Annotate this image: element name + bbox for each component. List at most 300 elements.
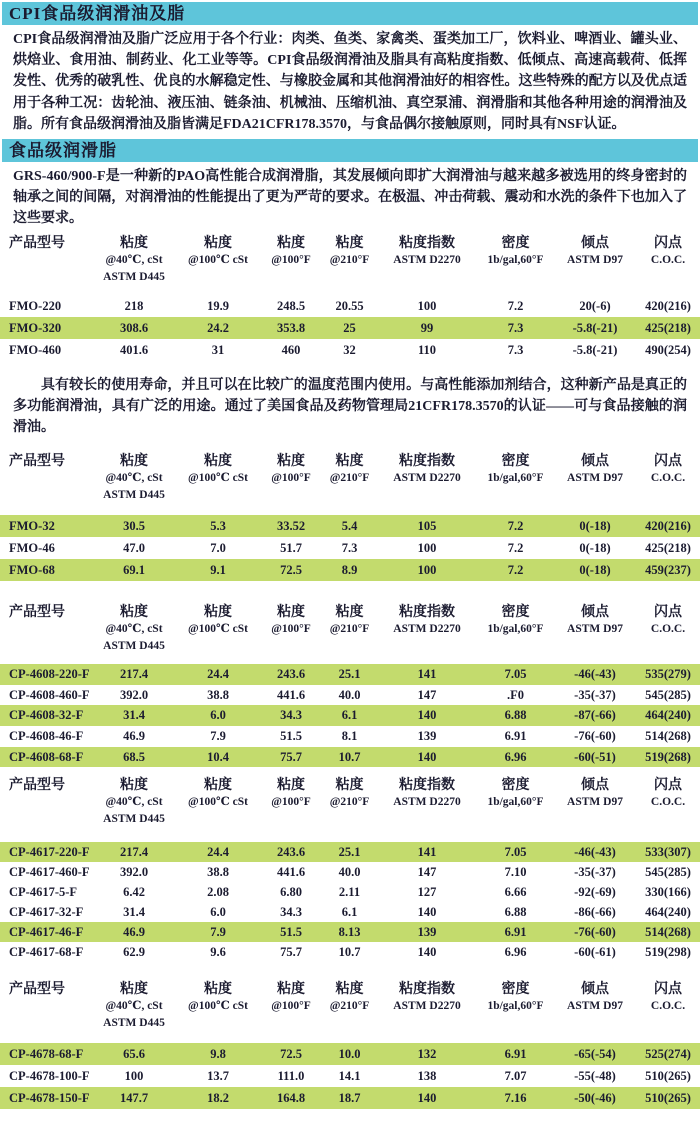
- column-header: [636, 776, 700, 829]
- spec-value: 38.8: [207, 865, 229, 880]
- spec-value: 401.6: [119, 342, 149, 357]
- column-header-line: 粘度: [277, 778, 305, 794]
- column-header-line: [260, 270, 322, 287]
- spec-value: 7.0: [210, 541, 226, 556]
- table-row: [0, 882, 700, 902]
- table-row: [0, 862, 700, 882]
- spec-value: 140: [417, 905, 437, 920]
- spec-value: 420(216): [645, 519, 691, 534]
- spec-value: 7.3: [507, 342, 524, 357]
- spec-value: 31.4: [123, 708, 145, 723]
- column-header-line: [176, 1016, 260, 1033]
- spec-value: 420(216): [645, 298, 691, 313]
- column-header: [636, 452, 700, 505]
- column-header: [477, 234, 554, 287]
- column-header: [92, 603, 176, 656]
- column-header-line: 1b/gal,60°F: [487, 623, 544, 636]
- column-header-line: [377, 639, 477, 656]
- spec-value: 6.91: [504, 729, 527, 744]
- spec-value: 6.88: [504, 708, 527, 723]
- column-header-line: 密度: [501, 235, 530, 251]
- spec-value: 2.11: [338, 885, 361, 900]
- column-header-line: [260, 639, 322, 656]
- column-header: [260, 776, 322, 829]
- column-header-line: 闪点: [654, 605, 682, 621]
- table-body: [0, 295, 700, 361]
- product-model: CP-4617-220-F: [9, 845, 90, 860]
- spec-value: 72.5: [280, 1047, 302, 1062]
- column-header-line: 粘度: [120, 982, 148, 998]
- spec-value: 441.6: [276, 687, 306, 702]
- table-row: [0, 664, 700, 685]
- column-header: [176, 980, 260, 1033]
- column-header-line: @40℃, cSt: [105, 1000, 163, 1013]
- table-body: [0, 842, 700, 962]
- spec-value: 111.0: [277, 1069, 305, 1084]
- spec-value: -35(-37): [574, 865, 616, 880]
- table-row: [0, 339, 700, 361]
- column-header-line: ASTM D97: [567, 1000, 623, 1013]
- column-header-line: [9, 1016, 92, 1033]
- spec-value: -60(-61): [574, 945, 616, 960]
- column-header-line: 粘度指数: [399, 605, 455, 621]
- column-header-line: [377, 1016, 477, 1033]
- spec-value: 34.3: [280, 708, 302, 723]
- column-header: [554, 452, 636, 505]
- spec-value: 164.8: [276, 1091, 306, 1106]
- spec-value: -5.8(-21): [572, 342, 618, 357]
- column-header: [0, 603, 92, 656]
- column-header-line: [9, 812, 92, 829]
- spec-value: 40.0: [338, 687, 361, 702]
- spec-value: 8.13: [338, 925, 361, 940]
- column-header-line: [260, 812, 322, 829]
- column-header: [377, 452, 477, 505]
- spec-value: 7.07: [504, 1069, 527, 1084]
- spec-value: 140: [417, 1091, 437, 1106]
- column-header: [92, 776, 176, 829]
- column-header-line: [377, 270, 477, 287]
- spec-value: 6.0: [210, 905, 226, 920]
- column-header-line: 倾点: [581, 778, 609, 794]
- product-model: CP-4617-5-F: [9, 885, 78, 900]
- spec-value: 72.5: [280, 563, 302, 578]
- spec-value: 519(268): [645, 749, 691, 764]
- spec-value: 25.1: [338, 667, 361, 682]
- column-header-line: [636, 270, 700, 287]
- product-model: FMO-46: [9, 541, 55, 556]
- column-header: [92, 234, 176, 287]
- spec-value: 147: [417, 687, 437, 702]
- spec-value: 490(254): [645, 342, 691, 357]
- spec-value: 6.80: [280, 885, 302, 900]
- column-header-line: 倾点: [581, 235, 609, 251]
- product-model: FMO-460: [9, 342, 62, 357]
- column-header: [322, 452, 377, 505]
- spec-value: 464(240): [645, 905, 691, 920]
- column-header: [377, 776, 477, 829]
- product-model: CP-4617-32-F: [9, 905, 84, 920]
- product-model: CP-4678-150-F: [9, 1091, 90, 1106]
- column-header-line: C.O.C.: [650, 796, 686, 809]
- spec-table-fmo-heavy: [0, 234, 700, 361]
- column-header: [176, 603, 260, 656]
- spec-value: 139: [417, 925, 437, 940]
- product-model: FMO-32: [9, 519, 55, 534]
- spec-value: 51.5: [280, 925, 302, 940]
- spec-value: 65.6: [123, 1047, 145, 1062]
- column-header-line: 粘度: [204, 235, 232, 251]
- spec-value: 217.4: [119, 845, 149, 860]
- column-header-line: @100°F: [271, 253, 311, 266]
- spec-value: 0(-18): [579, 563, 611, 578]
- column-header-line: 密度: [501, 605, 530, 621]
- spec-value: 138: [417, 1069, 437, 1084]
- column-header-line: [554, 270, 636, 287]
- product-model: CP-4608-46-F: [9, 729, 84, 744]
- spec-value: 127: [417, 885, 437, 900]
- table-row: [0, 1043, 700, 1065]
- spec-value: -46(-43): [574, 667, 616, 682]
- spec-value: 110: [417, 342, 437, 357]
- spec-value: 392.0: [119, 865, 149, 880]
- column-header-line: [9, 488, 92, 505]
- table-header-row: [0, 234, 700, 287]
- spec-value: -50(-46): [574, 1091, 616, 1106]
- spec-value: 6.96: [504, 945, 527, 960]
- column-header-line: [477, 270, 554, 287]
- spec-value: 8.9: [341, 563, 358, 578]
- table-header-row: [0, 776, 700, 829]
- spec-value: 24.2: [207, 320, 229, 335]
- column-header-line: @210°F: [329, 796, 370, 809]
- column-header-line: ASTM D445: [103, 640, 165, 653]
- spec-value: 308.6: [119, 320, 149, 335]
- spec-value: 69.1: [123, 563, 145, 578]
- spec-value: -87(-66): [574, 708, 616, 723]
- column-header: [322, 234, 377, 287]
- column-header-line: 粘度: [120, 454, 148, 470]
- column-header: [176, 452, 260, 505]
- spec-value: 441.6: [276, 865, 306, 880]
- column-header-line: [260, 1016, 322, 1033]
- column-header-line: ASTM D97: [567, 253, 623, 266]
- spec-value: 47.0: [123, 541, 145, 556]
- spec-value: 51.5: [280, 729, 302, 744]
- column-header-line: ASTM D2270: [393, 1000, 461, 1013]
- spec-value: 7.2: [507, 298, 524, 313]
- table-row: [0, 747, 700, 768]
- column-header: [554, 234, 636, 287]
- spec-value: 6.1: [341, 708, 358, 723]
- column-header-line: 1b/gal,60°F: [487, 796, 544, 809]
- column-header-line: [477, 639, 554, 656]
- table-row: [0, 705, 700, 726]
- column-header-line: @210°F: [329, 253, 370, 266]
- column-header-line: [9, 622, 92, 639]
- column-header: [322, 980, 377, 1033]
- column-header-line: [322, 812, 377, 829]
- spec-table-fmo-light: [0, 452, 700, 581]
- column-header-line: 1b/gal,60°F: [487, 1000, 544, 1013]
- product-model: CP-4678-68-F: [9, 1047, 84, 1062]
- column-header: [636, 234, 700, 287]
- table-header-row: [0, 452, 700, 505]
- spec-value: 34.3: [280, 905, 302, 920]
- spec-value: -86(-66): [574, 905, 616, 920]
- spec-value: 248.5: [276, 298, 306, 313]
- spec-value: 25: [343, 320, 356, 335]
- spec-value: 33.52: [276, 519, 306, 534]
- spec-value: 2.08: [207, 885, 229, 900]
- spec-value: 75.7: [280, 945, 302, 960]
- spec-value: 18.7: [338, 1091, 361, 1106]
- column-header-line: 粘度: [277, 454, 305, 470]
- column-header-line: ASTM D2270: [393, 623, 461, 636]
- column-header-line: 粘度: [204, 605, 232, 621]
- spec-value: 40.0: [338, 865, 361, 880]
- spec-value: 7.2: [507, 563, 524, 578]
- spec-value: 519(298): [645, 945, 691, 960]
- column-header-line: ASTM D97: [567, 796, 623, 809]
- section-title-grease: 食品级润滑脂: [2, 139, 698, 162]
- column-header-line: 粘度指数: [399, 982, 455, 998]
- spec-value: 243.6: [276, 667, 306, 682]
- column-header-line: [176, 270, 260, 287]
- spec-value: 7.9: [210, 729, 226, 744]
- column-header-line: 粘度: [335, 454, 364, 470]
- column-header-line: [260, 488, 322, 505]
- column-header-line: 闪点: [654, 778, 682, 794]
- column-header-line: @40℃, cSt: [105, 253, 163, 266]
- column-header-line: 粘度: [204, 778, 232, 794]
- column-header-line: 粘度指数: [399, 778, 455, 794]
- column-header: [554, 776, 636, 829]
- spec-value: 7.2: [507, 519, 524, 534]
- spec-value: 100: [417, 298, 437, 313]
- spec-value: 100: [417, 563, 437, 578]
- spec-value: 514(268): [645, 925, 691, 940]
- spec-value: 147.7: [119, 1091, 149, 1106]
- spec-value: 0(-18): [579, 541, 611, 556]
- table-row: [0, 1065, 700, 1087]
- product-model: CP-4617-68-F: [9, 945, 84, 960]
- spec-value: 75.7: [280, 749, 302, 764]
- table-row: [0, 942, 700, 962]
- column-header: [0, 234, 92, 287]
- main-intro-paragraph: CPI食品级润滑油及脂广泛应用于各个行业：肉类、鱼类、家禽类、蛋类加工厂，饮料业、啤酒业、罐头业、烘焙业、食用油、制药业、化工业等等。CPI食品级润滑油及脂具有高粘度指数、低倾点、高速高载荷、低挥发性、优秀的破乳性、优良的水解稳定性、与橡胶金属和其他润滑油好的相容性。这些特殊的配方以及优点适用于各种工况：齿轮油、液压油、链条油、机械油、压缩机油、真空泵浦、润滑脂和其他各种用途的润滑油及脂。所有食品级润滑油及脂皆满足FDA21CFR178.3570，与食品偶尔接触原则，同时具有NSF认证。: [13, 32, 687, 132]
- spec-value: 147: [417, 865, 437, 880]
- spec-value: 510(265): [645, 1091, 691, 1106]
- column-header-line: 粘度: [120, 778, 148, 794]
- spec-value: -76(-60): [574, 925, 616, 940]
- spec-value: 140: [417, 749, 437, 764]
- product-model: CP-4608-32-F: [9, 708, 84, 723]
- spec-value: -76(-60): [574, 729, 616, 744]
- table-row: [0, 537, 700, 559]
- column-header-line: @100°F: [271, 623, 311, 636]
- column-header-line: C.O.C.: [650, 1000, 686, 1013]
- column-header-line: C.O.C.: [650, 623, 686, 636]
- table-row: [0, 902, 700, 922]
- column-header-line: @210°F: [329, 623, 370, 636]
- spec-value: 7.3: [507, 320, 524, 335]
- spec-value: 31.4: [123, 905, 145, 920]
- table-row: [0, 685, 700, 706]
- spec-value: 141: [417, 667, 437, 682]
- spec-value: 24.4: [207, 667, 229, 682]
- spec-value: 7.3: [341, 541, 358, 556]
- column-header-line: [636, 1016, 700, 1033]
- spec-value: 38.8: [207, 687, 229, 702]
- column-header-line: 粘度: [120, 605, 148, 621]
- column-header-line: ASTM D445: [103, 489, 165, 502]
- spec-value: 10.4: [207, 749, 229, 764]
- column-header-line: 粘度: [335, 235, 364, 251]
- spec-value: 99: [420, 320, 434, 335]
- spec-value: 46.9: [123, 925, 145, 940]
- column-header-line: 闪点: [654, 454, 682, 470]
- spec-value: 25.1: [338, 845, 361, 860]
- column-header: [636, 603, 700, 656]
- spec-value: 10.7: [338, 749, 361, 764]
- column-header-line: @100°F: [271, 796, 311, 809]
- column-header-line: @100℃ cSt: [188, 253, 248, 266]
- spec-value: 7.9: [210, 925, 226, 940]
- spec-value: 105: [417, 519, 437, 534]
- spec-value: 545(285): [645, 865, 691, 880]
- spec-value: 140: [417, 945, 437, 960]
- column-header-line: [176, 812, 260, 829]
- spec-value: 533(307): [645, 845, 691, 860]
- column-header: [554, 603, 636, 656]
- table-header-row: [0, 980, 700, 1033]
- spec-value: 100: [124, 1069, 144, 1084]
- column-header-line: @100°F: [271, 472, 311, 485]
- column-header-line: 粘度: [335, 982, 364, 998]
- column-header-line: 闪点: [654, 982, 682, 998]
- column-header-line: @40℃, cSt: [105, 472, 163, 485]
- table-body: [0, 664, 700, 767]
- spec-value: -55(-48): [574, 1069, 616, 1084]
- spec-value: 51.7: [280, 541, 302, 556]
- product-model: CP-4608-220-F: [9, 667, 90, 682]
- spec-value: 100: [417, 541, 437, 556]
- column-header-line: 粘度: [335, 605, 364, 621]
- table-row: [0, 1087, 700, 1109]
- column-header: [260, 980, 322, 1033]
- column-header-line: 粘度: [277, 235, 305, 251]
- table-body: [0, 515, 700, 581]
- spec-value: 425(218): [645, 541, 691, 556]
- column-header-line: [9, 795, 92, 812]
- column-header: [554, 980, 636, 1033]
- spec-value: 31: [211, 342, 225, 357]
- spec-value: 18.2: [207, 1091, 229, 1106]
- spec-value: 243.6: [276, 845, 306, 860]
- spec-value: 353.8: [276, 320, 306, 335]
- column-header-line: ASTM D97: [567, 472, 623, 485]
- column-header: [0, 776, 92, 829]
- product-model: FMO-220: [9, 298, 62, 313]
- column-header-line: 产品型号: [9, 778, 65, 794]
- column-header-line: [322, 270, 377, 287]
- column-header: [0, 452, 92, 505]
- column-header: [477, 776, 554, 829]
- spec-value: -35(-37): [574, 687, 616, 702]
- spec-value: 6.66: [504, 885, 527, 900]
- product-model: CP-4678-100-F: [9, 1069, 90, 1084]
- section-title-main: CPI食品级润滑油及脂: [2, 2, 698, 25]
- column-header-line: 粘度: [204, 982, 232, 998]
- column-header-line: ASTM D2270: [393, 796, 461, 809]
- spec-value: 7.2: [507, 541, 524, 556]
- spec-value: 32: [343, 342, 356, 357]
- spec-value: 9.6: [210, 945, 226, 960]
- spec-value: 6.0: [210, 708, 226, 723]
- column-header: [92, 980, 176, 1033]
- spec-value: 535(279): [645, 667, 691, 682]
- spec-value: 140: [417, 708, 437, 723]
- spec-value: 6.42: [123, 885, 145, 900]
- spec-value: 6.96: [504, 749, 527, 764]
- column-header-line: [322, 639, 377, 656]
- column-header-line: [377, 812, 477, 829]
- column-header: [176, 234, 260, 287]
- column-header-line: 1b/gal,60°F: [487, 472, 544, 485]
- column-header-line: 粘度: [335, 778, 364, 794]
- column-header-line: C.O.C.: [650, 253, 686, 266]
- column-header-line: [477, 488, 554, 505]
- column-header-line: @210°F: [329, 1000, 370, 1013]
- spec-value: 10.7: [338, 945, 361, 960]
- column-header: [260, 603, 322, 656]
- spec-value: -5.8(-21): [572, 320, 618, 335]
- column-header-line: [9, 253, 92, 270]
- spec-value: 9.8: [210, 1047, 226, 1062]
- column-header-line: [554, 639, 636, 656]
- spec-value: 24.4: [207, 845, 229, 860]
- column-header: [477, 980, 554, 1033]
- column-header: [92, 452, 176, 505]
- table-row: [0, 842, 700, 862]
- spec-value: -46(-43): [574, 845, 616, 860]
- column-header-line: 产品型号: [9, 454, 65, 470]
- column-header-line: 粘度: [204, 454, 232, 470]
- spec-value: 14.1: [338, 1069, 361, 1084]
- column-header-line: 产品型号: [9, 982, 65, 998]
- column-header: [260, 234, 322, 287]
- spec-value: 10.0: [338, 1047, 361, 1062]
- spec-value: 7.05: [504, 845, 527, 860]
- spec-value: 141: [417, 845, 437, 860]
- column-header-line: 倾点: [581, 605, 609, 621]
- spec-value: 5.4: [341, 519, 358, 534]
- column-header-line: ASTM D445: [103, 270, 165, 283]
- spec-value: 62.9: [123, 945, 145, 960]
- column-header-line: 产品型号: [9, 235, 65, 251]
- column-header-line: ASTM D445: [103, 1017, 165, 1030]
- spec-value: -60(-51): [574, 749, 616, 764]
- column-header-line: [636, 488, 700, 505]
- spec-value: -92(-69): [574, 885, 616, 900]
- spec-value: 19.9: [207, 298, 229, 313]
- column-header-line: @100℃ cSt: [188, 472, 248, 485]
- spec-value: 392.0: [119, 687, 149, 702]
- spec-value: 7.05: [504, 667, 527, 682]
- column-header-line: [176, 488, 260, 505]
- column-header-line: @40℃, cSt: [105, 623, 163, 636]
